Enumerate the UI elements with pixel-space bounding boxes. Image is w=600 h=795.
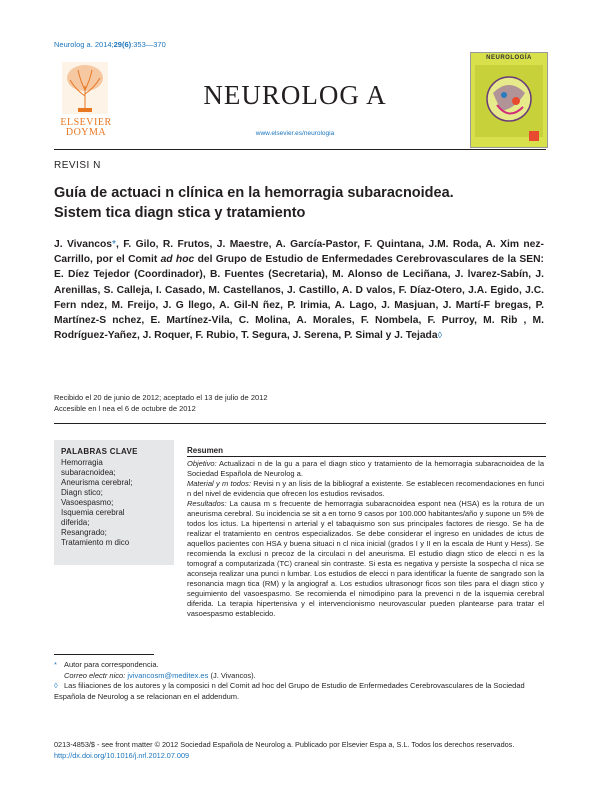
abstract-title: Resumen — [187, 446, 224, 455]
keywords-title: PALABRAS CLAVE — [61, 447, 138, 456]
keyword-item: subaracnoidea; — [61, 468, 116, 477]
article-history: Recibido el 20 de junio de 2012; aceptado el 13 de julio de 2012 Accesible en l nea el 6 de octubre de 2012 — [54, 393, 268, 413]
journal-url-link[interactable]: www.elsevier.es/neurologia — [255, 130, 335, 137]
keyword-item: Diagn stico; — [61, 488, 103, 497]
publisher-logo-text: ELSEVIER DOYMA — [60, 117, 112, 138]
cover-artwork — [471, 53, 547, 147]
email-link[interactable]: jvivancosm@meditex.es — [127, 670, 209, 680]
keyword-item: Isquemia cerebral — [61, 508, 125, 517]
keyword-item: Vasoespasmo; — [61, 498, 114, 507]
abstract-text: Objetivo: Actualizaci n de la gu a para el diagn stico y tratamiento de la hemorragia subaracnoidea de la Sociedad Española de Neurolog a. Material y m todos: Revisi n y an lisis de la bibliograf a existente. Se establecen recomendaciones en funci n del nivel de evidencia que ofrecen los estudios revisados. Resultados: La causa m s frecuente de hemorragia subaracnoidea espont nea (HSA) es la rotura de un aneurisma cerebral. Su incidencia se sit a en torno 9 casos por 100.000 habitantes/año y supone un 5% de todos los ictus. La hipertensi n arterial y el tabaquismo son sus principales factores de riesgo. Se ha de realizar el tratamiento en centros especializados. Se debe considerar el ingreso en unidades de ictus de aquellos pacientes con HSA y buena situaci n cl nica inicial (grados I y II en la escala de Hunt y Hess). Se recomienda la exclusi n precoz de la circulaci n del aneurisma. El estudio diagn stico de elecci n es la tomograf a computarizada (TC) craneal sin contraste. Si esta es negativa y persiste la sospecha cl nica se aconseja realizar una punci n lumbar. Los estudios de elecci n para identificar la fuente de sangrado son la resonancia magn tica (RM) y la angiograf a. Los estudios ultrasonogr ficos son tiles para el diagn stico y seguimiento del vasoespasmo. Se recomienda el nimodipino para la prevenci n de la isquemia cerebral diferida. La terapia hipertensiva y el intervencionismo neurovascular pueden plantearse para tratar el vasoespasmo establecido. — [187, 459, 544, 618]
keywords-list — [61, 458, 173, 548]
elsevier-tree-logo — [62, 62, 108, 114]
cover-title: NEUROLOGÍA — [486, 55, 532, 61]
doi-link[interactable]: http://dx.doi.org/10.1016/j.nrl.2012.07.009 — [54, 750, 190, 760]
keyword-item: Tratamiento m dico — [61, 538, 130, 547]
keyword-item: diferida; — [61, 518, 90, 527]
journal-cover-image — [470, 52, 548, 148]
copyright-block: 0213-4853/$ - see front matter © 2012 Sociedad Española de Neurolog a. Publicado por Elsevier Espa a, S.L. Todos los derechos reservados. http://dx.doi.org/10.1016/j.nrl.2012.07.009 — [54, 740, 544, 761]
journal-citation: Neurolog a. 2014;29(6):353—370 — [54, 40, 166, 49]
corresponding-author-mark[interactable]: * — [111, 239, 116, 250]
section-label: REVISI N — [54, 160, 101, 171]
author-list: J. Vivancos*, F. Gilo, R. Frutos, J. Maestre, A. García-Pastor, F. Quintana, J.M. Roda, A. Xim nez-Carrillo, por el Comit ad hoc del Grupo de Estudio de Enfermedades Cerebrovasculares de la SEN: E. Díez Tejedor (Coordinador), B. Fuentes (Secretaria), M. Alonso de Leciñana, J. lvarez-Sabín, J. Arenillas, S. Calleja, I. Casado, M. Castellanos, J. Castillo, A. D valos, F. Díaz-Otero, J.A. Egido, J.C. Fern ndez, M. Freijo, J. G llego, A. Gil-N ñez, P. Irimia, A. Lago, J. Masjuan, J. Martí-F bregas, P. Martínez-S nchez, E. Martínez-Vila, C. Molina, A. Morales, F. Nombela, F. Purroy, M. Rib , M. Rodríguez-Yañez, J. Roquer, F. Rubio, T. Segura, J. Serena, P. Simal y J. Tejada◊ — [54, 239, 544, 342]
abstract-rule — [187, 456, 546, 457]
keyword-item: Aneurisma cerebral; — [61, 478, 133, 487]
journal-name: NEUROLOG A — [203, 80, 387, 110]
keyword-item: Resangrado; — [61, 528, 107, 537]
header-rule — [54, 149, 546, 150]
article-title: Guía de actuaci n clínica en la hemorragia subaracnoidea. Sistem tica diagn stica y tratamiento — [54, 185, 454, 221]
footnotes: * Autor para correspondencia. Correo electr nico: jvivancosm@meditex.es (J. Vivancos). ◊ Las filiaciones de los autores y la composici n del Comit ad hoc del Grupo de Estudio de Enfermedades Cerebrovasculares de la Sociedad Española de Neurolog a se relacionan en el addendum. — [54, 660, 525, 701]
footnote-rule — [54, 654, 154, 655]
history-rule — [54, 423, 546, 424]
affiliation-mark[interactable]: ◊ — [437, 330, 443, 341]
keyword-item: Hemorragia — [61, 458, 103, 467]
